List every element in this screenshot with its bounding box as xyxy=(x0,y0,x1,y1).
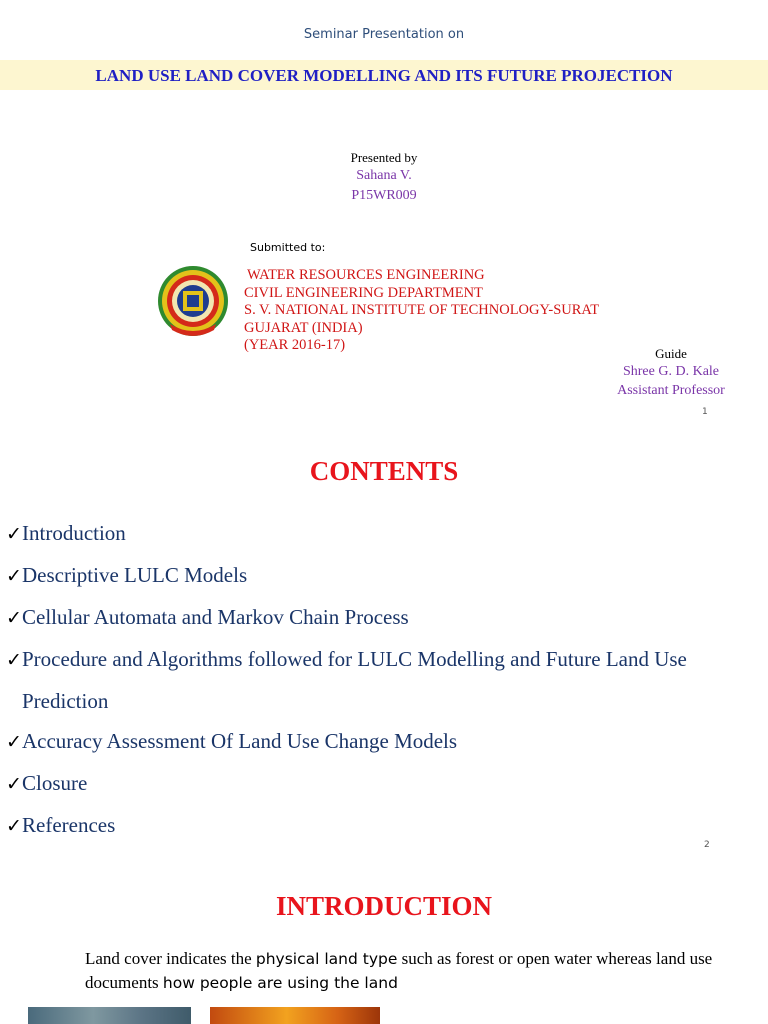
guide-role: Assistant Professor xyxy=(617,383,725,398)
text-run-emphasis: physical land type xyxy=(255,950,398,968)
check-icon: ✓ xyxy=(6,774,22,795)
contents-heading: CONTENTS xyxy=(309,456,459,486)
introduction-heading: INTRODUCTION xyxy=(275,891,493,921)
list-item xyxy=(6,597,756,639)
check-icon: ✓ xyxy=(6,566,22,587)
department-line: S. V. NATIONAL INSTITUTE OF TECHNOLOGY-SURAT xyxy=(244,302,600,318)
check-icon: ✓ xyxy=(6,650,22,671)
department-line: CIVIL ENGINEERING DEPARTMENT xyxy=(244,284,483,301)
page-number: 2 xyxy=(704,840,710,850)
list-item xyxy=(6,805,756,847)
list-item-label: Accuracy Assessment Of Land Use Change Models xyxy=(22,729,458,753)
department-line: WATER RESOURCES ENGINEERING xyxy=(247,267,485,283)
text-run-emphasis: how people are using the land xyxy=(162,974,398,992)
check-icon: ✓ xyxy=(6,524,22,545)
presenter-id: P15WR009 xyxy=(351,188,417,203)
text-run: Land cover indicates the xyxy=(85,949,256,968)
landscape-image xyxy=(210,1007,380,1024)
check-icon: ✓ xyxy=(6,732,22,753)
department-line: GUJARAT (INDIA) xyxy=(244,319,363,336)
presenter-name: Sahana V. xyxy=(356,168,412,183)
list-item-label: Introduction xyxy=(22,521,126,545)
list-item xyxy=(6,555,756,597)
list-item-label: Closure xyxy=(22,771,88,795)
list-item-label: Cellular Automata and Markov Chain Process xyxy=(22,605,409,629)
list-item xyxy=(6,763,756,805)
check-icon: ✓ xyxy=(6,608,22,629)
list-item-continuation xyxy=(6,681,756,721)
guide-label: Guide xyxy=(655,346,687,361)
list-item xyxy=(6,513,756,555)
seminar-header: Seminar Presentation on xyxy=(303,27,465,42)
list-item xyxy=(6,721,756,763)
list-item xyxy=(6,639,756,681)
list-item-label: References xyxy=(22,813,116,837)
department-line: (YEAR 2016-17) xyxy=(244,337,346,353)
institute-emblem-icon xyxy=(156,264,230,338)
list-item-label: Descriptive LULC Models xyxy=(22,563,248,587)
list-item-label: Procedure and Algorithms followed for LULC Modelling and Future Land Use xyxy=(22,647,687,671)
page-number: 1 xyxy=(702,407,708,417)
check-icon: ✓ xyxy=(6,816,22,837)
introduction-paragraph xyxy=(85,947,725,995)
list-item-label: Prediction xyxy=(22,689,109,713)
department-block xyxy=(244,267,599,355)
submitted-to-label: Submitted to: xyxy=(250,241,326,254)
presented-by-label: Presented by xyxy=(350,150,418,165)
guide-name: Shree G. D. Kale xyxy=(622,364,720,379)
presentation-title: LAND USE LAND COVER MODELLING AND ITS FUTURE PROJECTION xyxy=(95,66,673,85)
forest-image xyxy=(28,1007,191,1024)
contents-list xyxy=(6,513,756,847)
text-run: such as forest or open water whereas land use documents xyxy=(85,949,713,992)
